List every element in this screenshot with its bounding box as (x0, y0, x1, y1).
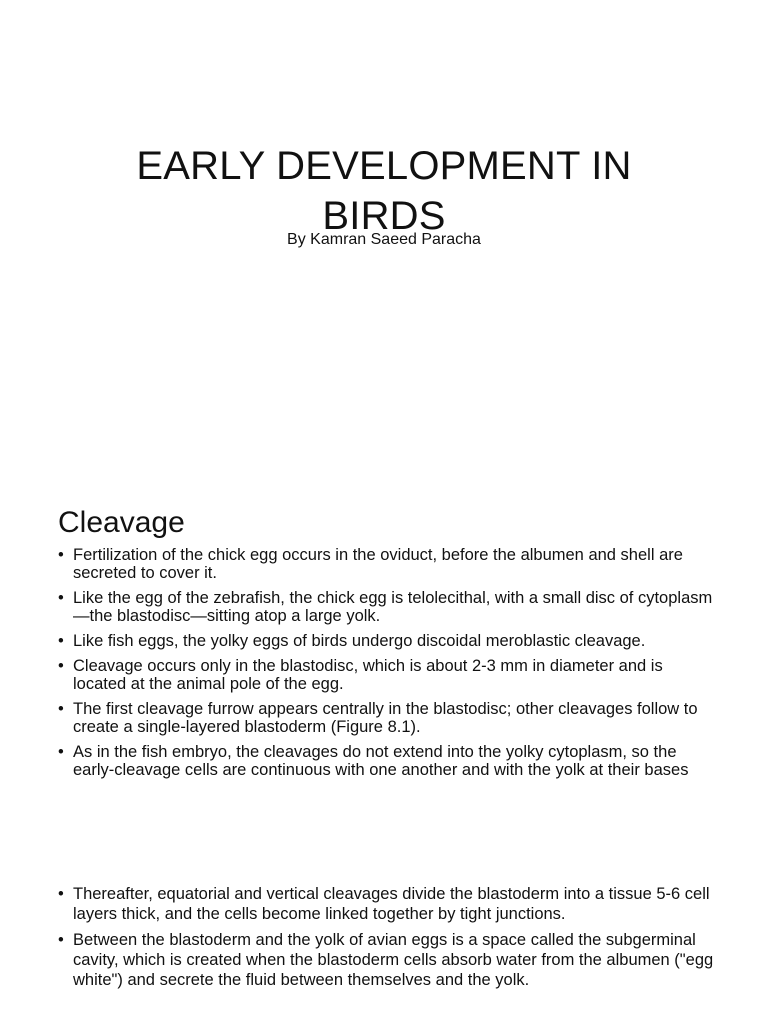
bullet-item (58, 546, 718, 582)
bullet-icon: • (58, 885, 64, 903)
slide-subtitle: By Kamran Saeed Paracha (287, 231, 481, 248)
bullet-text: As in the fish embryo, the cleavages do not extend into the yolky cytoplasm, so the early-cleavage cells are continuous with one another and with the yolk at their bases (73, 743, 689, 779)
bullet-icon: • (58, 931, 64, 949)
bullet-text: Between the blastoderm and the yolk of avian eggs is a space called the subgerminal cavity, which is created when the blastoderm cells absorb water from the albumen ("egg white") and secrete the fluid between themselves and the yolk. (73, 931, 714, 989)
bullet-icon: • (58, 657, 64, 675)
bullet-list (58, 546, 718, 786)
bullet-text: Like the egg of the zebrafish, the chick egg is telolecithal, with a small disc of cytoplasm—the blastodisc—sitting atop a large yolk. (73, 589, 713, 625)
bullet-text: Like fish eggs, the yolky eggs of birds undergo discoidal meroblastic cleavage. (73, 632, 646, 650)
bullet-text: Cleavage occurs only in the blastodisc, which is about 2-3 mm in diameter and is located at the animal pole of the egg. (73, 657, 663, 693)
bullet-icon: • (58, 546, 64, 564)
title-line-2: BIRDS (322, 193, 446, 238)
bullet-text: The first cleavage furrow appears centrally in the blastodisc; other cleavages follow to create a single-layered blastoderm (Figure 8.1). (73, 700, 698, 736)
bullet-item (58, 589, 718, 625)
bullet-list (58, 884, 718, 996)
bullet-text: Thereafter, equatorial and vertical cleavages divide the blastoderm into a tissue 5-6 cell layers thick, and the cells become linked together by tight junctions. (73, 885, 710, 923)
bullet-item (58, 657, 718, 693)
bullet-icon: • (58, 632, 64, 650)
continuation-slide (0, 860, 768, 1024)
slide-heading: Cleavage (58, 505, 185, 539)
bullet-item (58, 700, 718, 736)
bullet-item (58, 930, 718, 990)
slide-title (100, 141, 668, 241)
bullet-icon: • (58, 589, 64, 607)
cleavage-slide (0, 440, 768, 860)
bullet-icon: • (58, 700, 64, 718)
title-slide (0, 0, 768, 440)
title-line-1: EARLY DEVELOPMENT IN (136, 143, 632, 188)
bullet-text: Fertilization of the chick egg occurs in the oviduct, before the albumen and shell are secreted to cover it. (73, 546, 683, 582)
bullet-item (58, 884, 718, 924)
bullet-icon: • (58, 743, 64, 761)
bullet-item (58, 632, 718, 650)
bullet-item (58, 743, 718, 779)
